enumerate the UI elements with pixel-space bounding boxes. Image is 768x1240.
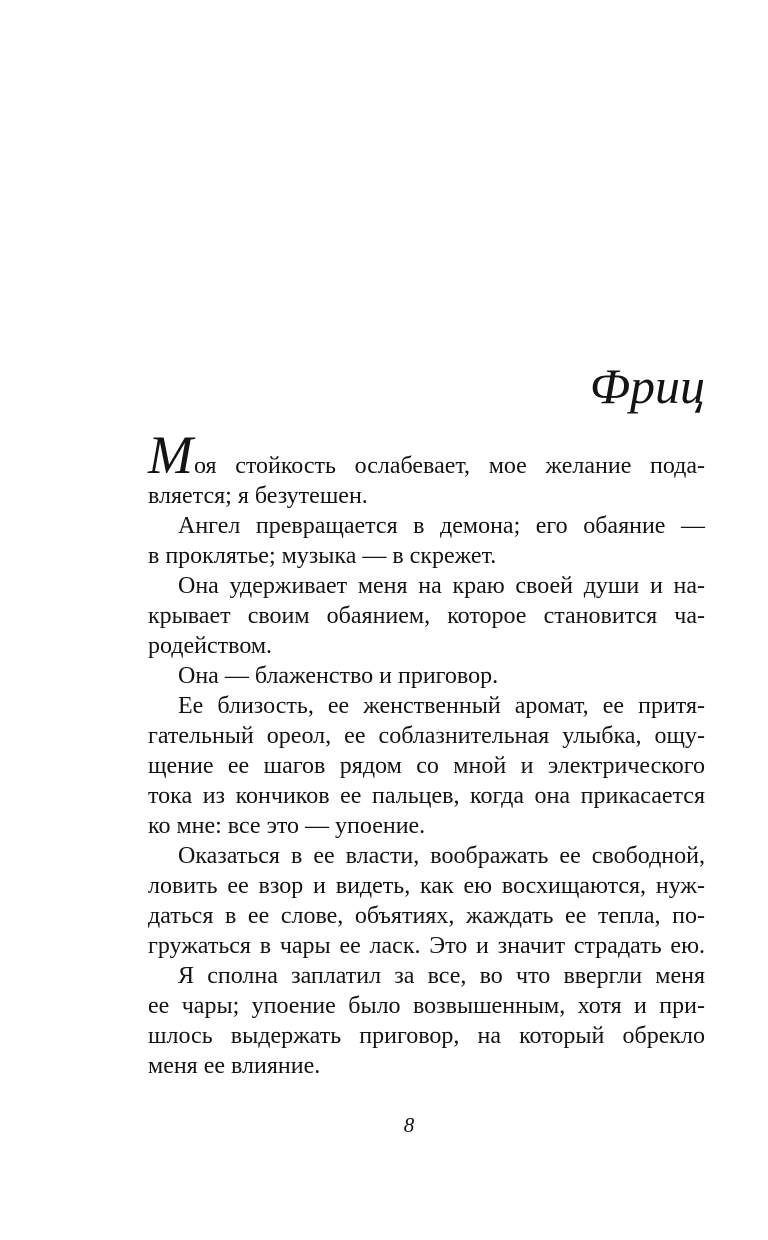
text-line: Ее близость, ее женственный аромат, ее притя- [178,693,705,719]
text-line: Оказаться в ее власти, воображать ее свободной, [178,843,705,869]
text-line: тока из кончиков ее пальцев, когда она прикасается [148,783,705,809]
text-line: вляется; я безутешен. [148,483,368,509]
text-line: в проклятье; музыка — в скрежет. [148,543,497,569]
paragraph [148,691,705,841]
page-number: 8 [403,1113,415,1137]
paragraph [148,961,705,1081]
text-line: гательный ореол, ее соблазнительная улыбка, ощу- [148,723,705,749]
text-line: ее чары; упоение было возвышенным, хотя и при- [148,993,705,1019]
text-line: ловить ее взор и видеть, как ею восхищаются, нуж- [148,873,705,899]
paragraph [148,661,705,691]
text-line [148,425,705,485]
drop-cap: М [148,425,193,485]
text-line: щение ее шагов рядом со мной и электрического [148,753,705,779]
text-line: гружаться в чары ее ласк. Это и значит страдать ею. [148,933,705,959]
text-line: меня ее влияние. [148,1053,321,1079]
text-line: крывает своим обаянием, которое становится ча- [148,603,705,629]
text-line: Она — блаженство и приговор. [178,663,499,689]
paragraph [148,571,705,661]
text-line: Она удерживает меня на краю своей души и на- [178,573,705,599]
paragraph [148,425,705,511]
text-line: родейством. [148,633,273,659]
text-line: Ангел превращается в демона; его обаяние — [178,513,705,539]
paragraph [148,511,705,571]
chapter-title: Фриц [589,358,705,414]
line-text: оя стойкость ослабевает, мое желание пода- [193,453,705,479]
chapter-text [148,425,705,1081]
text-line: Я сполна заплатил за все, во что ввергли меня [178,963,705,989]
text-line: даться в ее слове, объятиях, жаждать ее тепла, по- [148,903,705,929]
paragraph [148,841,705,961]
text-line: шлось выдержать приговор, на который обрекло [148,1023,705,1049]
text-line: ко мне: все это — упоение. [148,813,426,839]
